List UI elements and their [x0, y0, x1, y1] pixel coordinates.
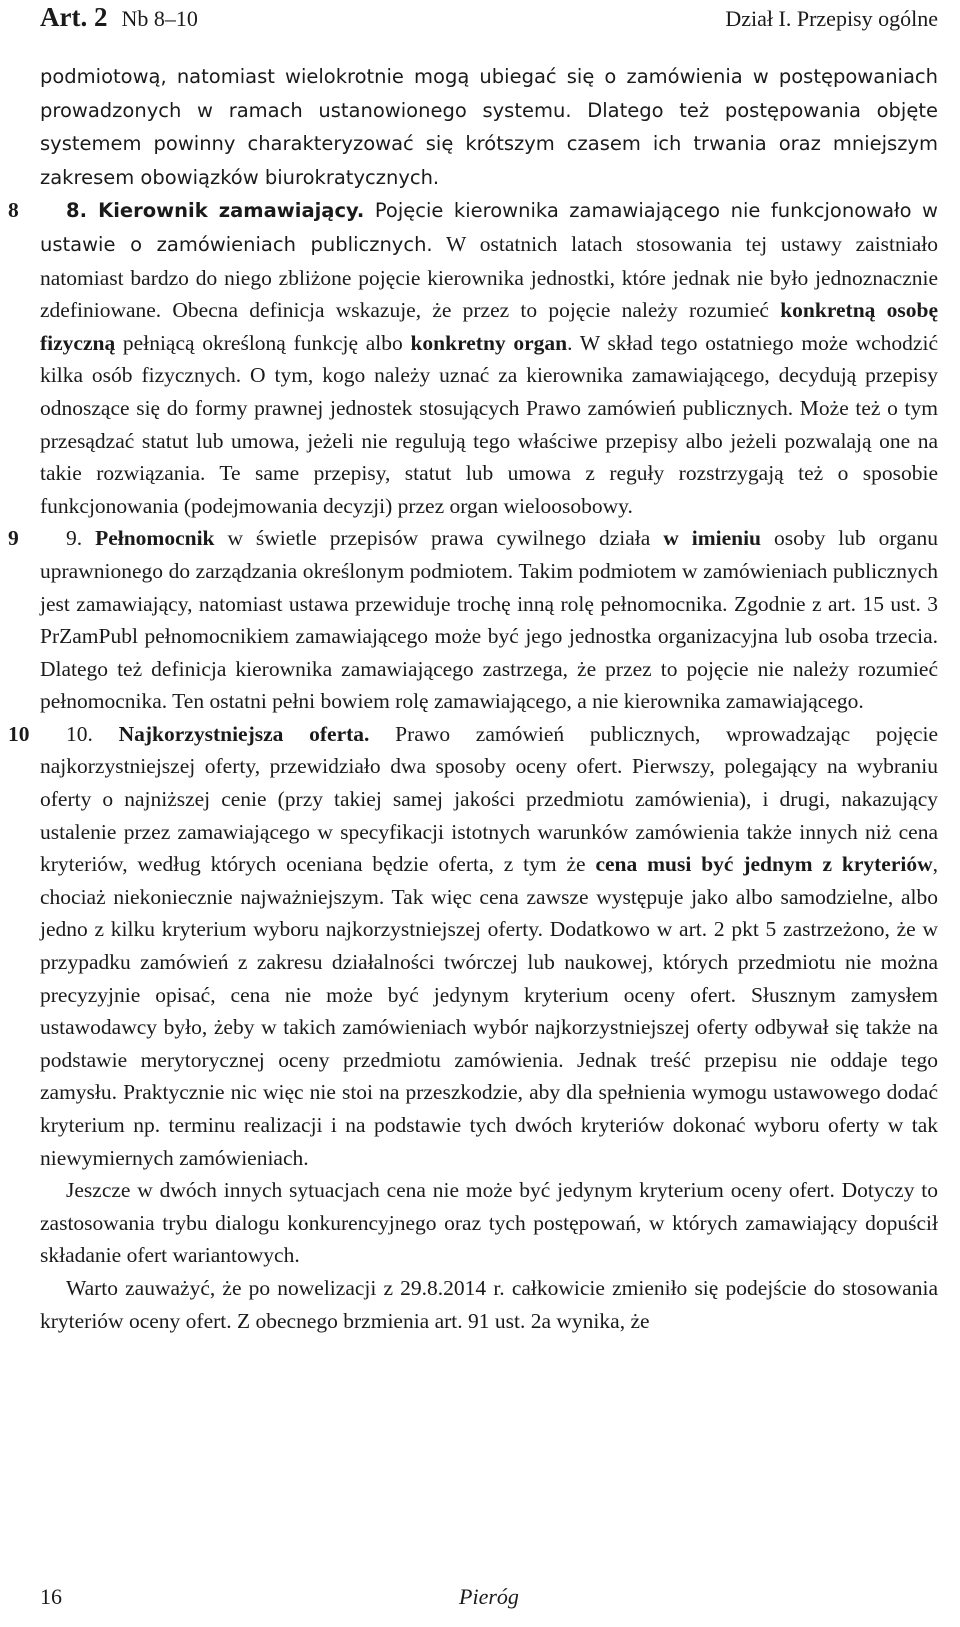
paragraph-text: podmiotową, natomiast wielokrotnie mogą ubiegać się o zamówienia w postępowaniach prowadzonych w ramach ustanowionego systemu. Dlatego też postępowania objęte systemem powinny charakteryzować się krótszym czasem ich trwania oraz mniejszym zakresem obowiązków biurokratycznych. [40, 65, 938, 189]
paragraph-text: , chociaż niekoniecznie najważniejszym. Tak więc cena zawsze występuje jako albo samodzielne, albo jedno z kilku kryterium wyboru najkorzystniejszej oferty. Dodatkowo w art. 2 pkt 5 zastrzeżono, że w przypadku zamówień z zakresu działalności twórczej lub naukowej, których przedmiotu nie można precyzyjnie opisać, cena nie może być jedynym kryterium oceny ofert. Słusznym zamysłem ustawodawcy było, żeby w takich zamówieniach wybór najkorzystniejszej oferty odbywał się także na podstawie merytorycznej oceny przedmiotu zamówienia. Jednak treść przepisu nie oddaje tego zamysłu. Praktycznie nic więc nie stoi na przeszkodzie, aby dla spełnienia wymogu ustawowego dodać kryterium np. terminu realizacji i na podstawie tych dwóch kryteriów dokonać wyboru oferty w tak niewymiernych zamówieniach. [40, 852, 938, 1170]
running-header [40, 2, 938, 38]
bold-phrase: konkretny organ [410, 330, 568, 355]
running-footer [40, 1584, 938, 1618]
paragraph-heading: Najkorzystniejsza oferta. [118, 721, 370, 746]
paragraph-text: w świetle przepisów prawa cywilnego działa [214, 526, 664, 551]
paragraph-text: Pojęcie kierownika zamawiającego nie funkcjonowało w ustawie o zamówieniach publicznych. [40, 199, 938, 256]
paragraph-continuation [40, 60, 938, 194]
bold-phrase: cena musi być jednym z kryteriów [595, 852, 933, 877]
page-number: 16 [40, 1584, 62, 1609]
paragraph-lead: 10. [66, 721, 119, 746]
paragraph-10 [8, 718, 939, 1174]
paragraph-text: Jeszcze w dwóch innych sytuacjach cena nie może być jedynym kryterium oceny ofert. Dotyczy to zastosowania trybu dialogu konkurencyjnego oraz tych postępowań, w których zamawiający dopuścił składanie ofert wariantowych. [40, 1178, 938, 1268]
paragraph-heading: 8. Kierownik zamawiający. [66, 199, 365, 223]
author-name: Pieróg [459, 1584, 519, 1609]
margin-number-range: Nb 8–10 [121, 6, 198, 31]
paragraph-text: pełniącą określoną funkcję albo [115, 330, 411, 355]
paragraph-9 [8, 522, 938, 718]
paragraph-text: Warto zauważyć, że po nowelizacji z 29.8.2014 r. całkowicie zmieniło się podejście do stosowania kryteriów oceny ofert. Z obecnego brzmienia art. 91 ust. 2a wynika, że [40, 1275, 938, 1333]
margin-number-8: 8 [8, 198, 19, 223]
bold-phrase: w imieniu [663, 526, 762, 551]
paragraph-10-continued [40, 1174, 938, 1272]
paragraph-text: W ostatnich latach stosowania tej ustawy zaistniało natomiast bardzo do niego zbliżone pojęcie kierownika jednostki, które jednak nie było jednoznacznie zdefiniowane. Obecna definicja wskazuje, że przez to pojęcie należy rozumieć [40, 231, 939, 323]
article-label: Art. 2 [40, 2, 108, 32]
paragraph-heading: Pełnomocnik [95, 526, 215, 551]
paragraph-10-final [40, 1272, 938, 1337]
margin-number-9: 9 [8, 526, 19, 551]
main-text [8, 60, 939, 1337]
paragraph-text: osoby lub organu uprawnionego do zarządzania określonym podmiotem. Takim podmiotem w zamówieniach publicznych jest zamawiający, natomiast ustawa przewiduje trochę inną rolę pełnomocnika. Zgodnie z art. 15 ust. 3 PrZamPubl pełnomocnikiem zamawiającego może być jego jednostka organizacyjna lub osoba trzecia. Dlatego też definicja kierownika zamawiającego zastrzega, że przez to pojęcie nie należy rozumieć pełnomocnika. Ten ostatni pełni bowiem rolę zamawiającego, a nie kierownika zamawiającego. [40, 526, 938, 714]
section-title: Dział I. Przepisy ogólne [725, 6, 938, 31]
paragraph-8 [8, 194, 939, 522]
margin-number-10: 10 [8, 721, 30, 746]
bold-phrase: konkretną osobę fizyczną [40, 298, 939, 355]
paragraph-text: Prawo zamówień publicznych, wprowadzając pojęcie najkorzystniejszej oferty, przewidziało dwa sposoby oceny ofert. Pierwszy, polegający na wybraniu oferty o najniższej cenie (przy takiej samej jakości przedmiotu zamówienia), i drugi, nakazujący ustalenie przez zamawiającego w specyfikacji istotnych warunków zamówienia także innych niż cena kryteriów, według których oceniana będzie oferta, z tym że [40, 721, 939, 877]
header-left [40, 2, 198, 33]
paragraph-text: . W skład tego ostatniego może wchodzić kilka osób fizycznych. O tym, kogo należy uznać za kierownika zamawiającego, decydują przepisy odnoszące się do formy prawnej jednostek stosujących Prawo zamówień publicznych. Może też o tym przesądzać statut lub umowa, jeżeli nie regulują tego właściwe przepisy albo jeżeli pozwalają one na takie rozwiązania. Te same przepisy, statut lub umowa z reguły rozstrzygają też o sposobie funkcjonowania (podejmowania decyzji) przez organ wieloosobowy. [40, 330, 938, 518]
paragraph-lead: 9. [66, 526, 96, 551]
